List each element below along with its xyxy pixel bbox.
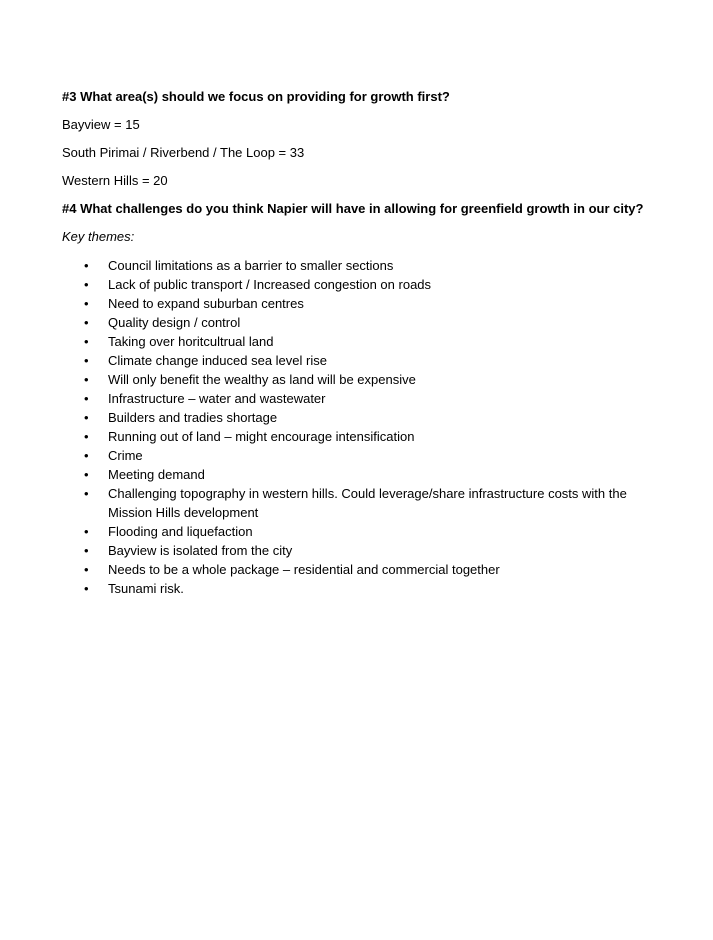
list-item: [62, 446, 642, 465]
bullet-icon: •: [84, 486, 89, 501]
list-item: [62, 560, 642, 579]
bullet-icon: •: [84, 524, 89, 539]
list-item: [62, 256, 642, 275]
list-item: [62, 294, 642, 313]
list-item: [62, 370, 642, 389]
list-item-text: Infrastructure – water and wastewater: [108, 391, 326, 406]
list-item: [62, 389, 642, 408]
list-item-text: Tsunami risk.: [108, 581, 184, 596]
bullet-icon: •: [84, 543, 89, 558]
bullet-icon: •: [84, 467, 89, 482]
bullet-icon: •: [84, 353, 89, 368]
bullet-icon: •: [84, 296, 89, 311]
list-item: [62, 313, 642, 332]
list-item-text: Crime: [108, 448, 143, 463]
list-item: [62, 579, 642, 598]
list-item: [62, 427, 642, 446]
bullet-icon: •: [84, 448, 89, 463]
bullet-icon: •: [84, 277, 89, 292]
list-item-text: Lack of public transport / Increased congestion on roads: [108, 277, 432, 292]
list-item: [62, 541, 642, 560]
bullet-icon: •: [84, 258, 89, 273]
list-item-text: Climate change induced sea level rise: [108, 353, 327, 368]
list-item-text: Council limitations as a barrier to smaller sections: [108, 258, 394, 273]
bullet-icon: •: [84, 410, 89, 425]
list-item-text: Quality design / control: [108, 315, 241, 330]
key-themes-list: [62, 256, 642, 598]
list-item: [62, 484, 642, 522]
key-themes-label: Key themes:: [62, 229, 135, 244]
result-south-pirimai: South Pirimai / Riverbend / The Loop = 33: [62, 145, 305, 160]
bullet-icon: •: [84, 372, 89, 387]
bullet-icon: •: [84, 562, 89, 577]
bullet-icon: •: [84, 581, 89, 596]
list-item-text: Need to expand suburban centres: [108, 296, 304, 311]
list-item-text: Flooding and liquefaction: [108, 524, 253, 539]
list-item: [62, 332, 642, 351]
list-item: [62, 275, 642, 294]
list-item: [62, 465, 642, 484]
list-item-text: Bayview is isolated from the city: [108, 543, 293, 558]
list-item: [62, 351, 642, 370]
bullet-icon: •: [84, 391, 89, 406]
list-item-text: Will only benefit the wealthy as land will be expensive: [108, 372, 416, 387]
document-content: [62, 88, 642, 598]
bullet-icon: •: [84, 429, 89, 444]
list-item-text: Meeting demand: [108, 467, 205, 482]
list-item-text: Needs to be a whole package – residential and commercial together: [108, 562, 500, 577]
result-western-hills: Western Hills = 20: [62, 173, 168, 188]
list-item-text: Challenging topography in western hills. Could leverage/share infrastructure costs with the Mission Hills development: [108, 486, 627, 520]
list-item-text: Taking over horitcultrual land: [108, 334, 274, 349]
list-item-text: Builders and tradies shortage: [108, 410, 278, 425]
bullet-icon: •: [84, 315, 89, 330]
result-bayview: Bayview = 15: [62, 117, 140, 132]
question-3-heading: #3 What area(s) should we focus on providing for growth first?: [62, 89, 450, 104]
list-item: [62, 408, 642, 427]
list-item-text: Running out of land – might encourage intensification: [108, 429, 415, 444]
list-item: [62, 522, 642, 541]
question-4-heading: #4 What challenges do you think Napier will have in allowing for greenfield growth in our city?: [62, 201, 644, 216]
bullet-icon: •: [84, 334, 89, 349]
